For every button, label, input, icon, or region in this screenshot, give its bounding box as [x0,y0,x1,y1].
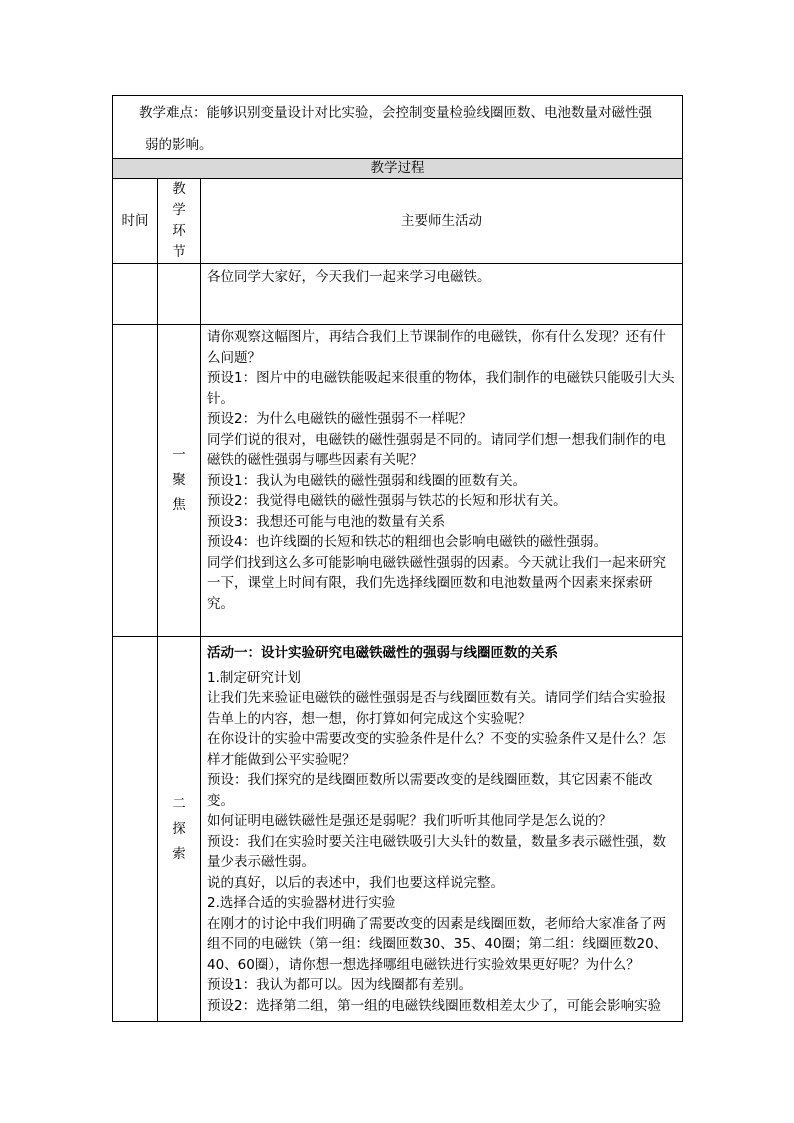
intro-row [113,264,683,325]
intro-line: 各位同学大家好，今天我们一起来学习电磁铁。 [207,269,491,285]
explore-stage [158,637,201,1022]
stage-char: 环 [172,223,186,239]
stage-char: 二 [172,795,186,812]
explore-line: 说的真好，以后的表述中，我们也要这样说完整。 [207,874,504,891]
intro-text [201,264,683,325]
focus-line: 预设4：也许线圈的长短和铁芯的粗细也会影响电磁铁的磁性强弱。 [207,534,608,550]
lesson-table [112,95,683,1022]
focus-line: 同学们说的很对，电磁铁的磁性强弱是不同的。请同学们想一想我们制作的电磁铁的磁性强弱与哪些因素有关呢？ [207,431,666,468]
explore-line: 预设：我们探究的是线圈匝数所以需要改变的是线圈匝数，其它因素不能改变。 [207,772,653,809]
activity-title: 活动一：设计实验研究电磁铁磁性的强弱与线圈匝数的关系 [207,645,558,661]
difficulty-line-2: 弱的影响。 [145,136,213,153]
focus-line: 预设1：我认为电磁铁的磁性强弱和线圈的匝数有关。 [207,472,527,489]
focus-time [113,325,158,637]
focus-text [201,325,683,637]
col-activity-header: 主要师生活动 [201,179,683,264]
stage-char: 一 [172,447,186,463]
explore-time [113,637,158,1022]
explore-line: 预设：我们在实验时要关注电磁铁吸引大头针的数量，数量多表示磁性强，数量少表示磁性弱。 [207,833,666,870]
explore-line: 在你设计的实验中需要改变的实验条件是什么？不变的实验条件又是什么？怎样才能做到公平实验呢？ [207,731,666,768]
focus-line: 同学们找到这么多可能影响电磁铁磁性强弱的因素。今天就让我们一起来研究一下，课堂上时间有限，我们先选择线圈匝数和电池数量两个因素来探索研究。 [207,554,666,612]
explore-line: 让我们先来验证电磁铁的磁性强弱是否与线圈匝数有关。请同学们结合实验报告单上的内容，想一想，你打算如何完成这个实验呢？ [207,690,666,727]
col-time-header: 时间 [113,179,158,264]
focus-line: 预设2：我觉得电磁铁的磁性强弱与铁芯的长短和形状有关。 [207,493,567,509]
explore-line: 在刚才的讨论中我们明确了需要改变的因素是线圈匝数，老师给大家准备了两组不同的电磁铁（第一组：线圈匝数30、35、40圈；第二组：线圈匝数20、40、60圈），请你想一想选择哪组电磁铁进行实验效果更好呢？为什么？ [207,915,668,973]
focus-row [113,325,683,637]
stage-char: 教 [172,181,186,197]
intro-stage [158,264,201,325]
explore-line: 2.选择合适的实验器材进行实验 [207,895,396,911]
process-header-row [113,159,683,179]
teaching-difficulty-cell [113,96,683,159]
stage-char: 节 [172,244,186,260]
difficulty-row [113,96,683,159]
explore-row [113,637,683,1022]
column-header-row [113,179,683,264]
explore-line: 如何证明电磁铁磁性是强还是弱呢？我们听听其他同学是怎么说的？ [207,813,612,829]
difficulty-line-1: 教学难点：能够识别变量设计对比实验，会控制变量检验线圈匝数、电池数量对磁性强 [139,105,652,121]
explore-text [201,637,683,1022]
stage-char: 索 [172,845,186,862]
explore-line: 预设1：我认为都可以。因为线圈都有差别。 [207,977,473,993]
intro-time [113,264,158,325]
process-header: 教学过程 [113,159,683,179]
explore-line: 预设2：选择第二组，第一组的电磁铁线圈匝数相差太少了，可能会影响实验 [207,997,662,1014]
focus-line: 请你观察这幅图片，再结合我们上节课制作的电磁铁，你有什么发现？还有什么问题？ [207,329,666,366]
explore-line: 1.制定研究计划 [207,669,301,686]
stage-char: 焦 [172,497,186,513]
stage-char: 聚 [172,472,186,488]
stage-char: 学 [172,202,186,218]
focus-line: 预设2：为什么电磁铁的磁性强弱不一样呢？ [207,411,473,427]
focus-line: 预设3：我想还可能与电池的数量有关系 [207,513,446,530]
col-stage-header [158,179,201,264]
focus-line: 预设1：图片中的电磁铁能吸起来很重的物体，我们制作的电磁铁只能吸引大头针。 [207,370,675,407]
focus-stage [158,325,201,637]
stage-char: 探 [172,820,186,837]
